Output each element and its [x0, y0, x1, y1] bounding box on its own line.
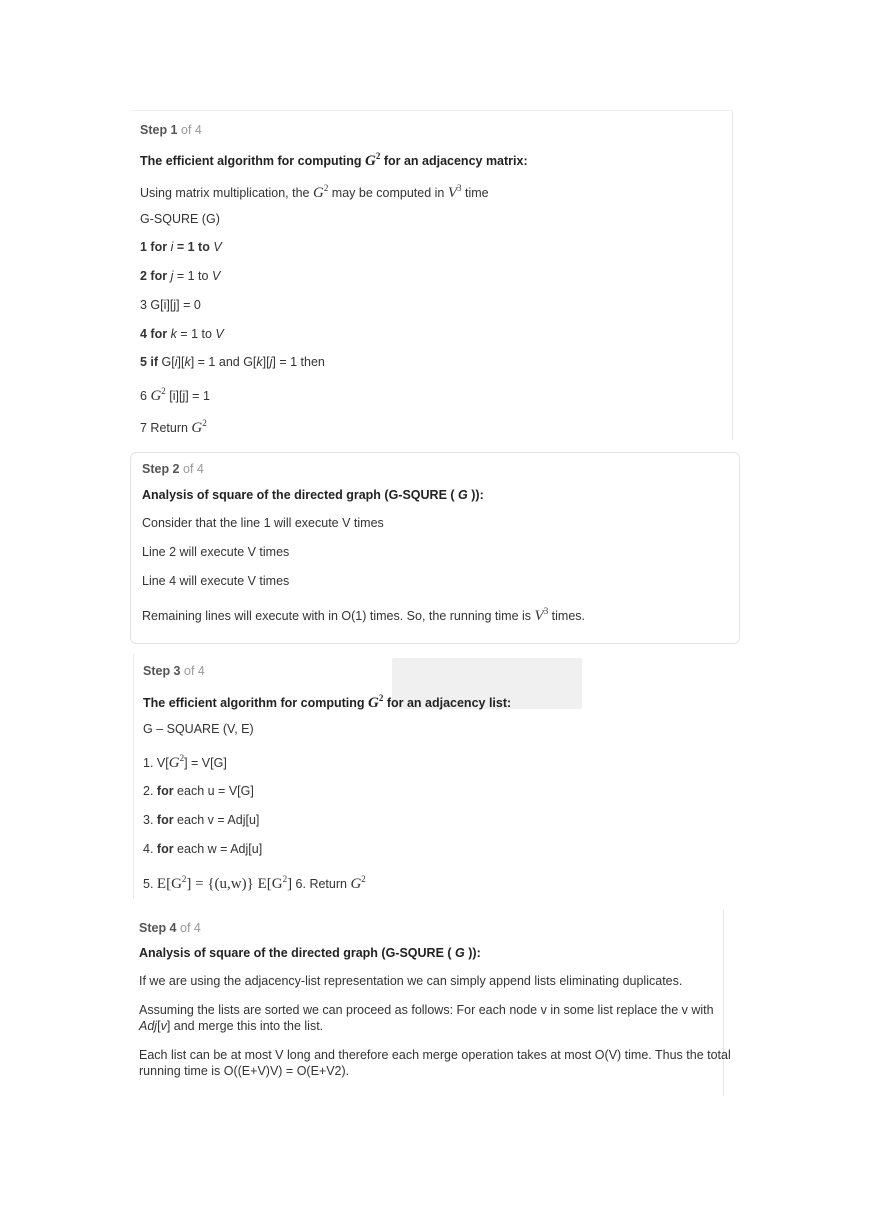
step-3-code-line-5: 5. $E[G^2] = \{(u,w)\}$ $E[G^2]$ 6. Return $G^2$	[143, 874, 366, 892]
step-3-code-line-2: 2. for each u = V[G]	[143, 784, 254, 798]
step-1-code-line-1: 1 for i = 1 to V	[140, 240, 222, 254]
step-2-paragraph-4: Remaining lines will execute with in O(1) times. So, the running time is $V^3$ times.	[142, 606, 586, 624]
step-1-code-line-6: 6 $G^2$ [i][j] = 1	[140, 386, 210, 404]
step-1-code-line-7: 7 Return $G^2$	[140, 418, 207, 436]
step-2-label: Step 2 of 4	[142, 462, 204, 476]
step-4-label: Step 4 of 4	[139, 921, 201, 935]
step-4-paragraph-1: If we are using the adjacency-list representation we can simply append lists eliminating duplicates.	[139, 974, 683, 988]
g-squared-symbol: $G^2$	[365, 151, 381, 169]
step-4-paragraph-2: Assuming the lists are sorted we can proceed as follows: For each node v in some list replace the v with Adj[v] and merge this into the list.	[139, 1003, 714, 1033]
step-1-function-name: G-SQURE (G)	[140, 212, 220, 226]
step-2-paragraph-2: Line 2 will execute V times	[142, 545, 290, 559]
step-1-code-line-3: 3 G[i][j] = 0	[140, 298, 201, 312]
step-2-paragraph-3: Line 4 will execute V times	[142, 574, 290, 588]
step-2-title: Analysis of square of the directed graph (G-SQURE ( G )):	[142, 488, 484, 502]
step-1-title: The efficient algorithm for computing $G^2$ for an adjacency matrix:	[140, 151, 528, 169]
step-4-paragraph-3: Each list can be at most V long and therefore each merge operation takes at most O(V) time. Thus the total running time is O((E+V)V) = O(E+V2).	[139, 1048, 731, 1078]
step-2-paragraph-1: Consider that the line 1 will execute V times	[142, 516, 384, 530]
step-3-code-line-3: 3. for each v = Adj[u]	[143, 813, 260, 827]
step-4-title: Analysis of square of the directed graph (G-SQURE ( G )):	[139, 946, 481, 960]
step-3-function-name: G – SQUARE (V, E)	[143, 722, 254, 736]
step-1-code-line-5: 5 if G[i][k] = 1 and G[k][j] = 1 then	[140, 355, 325, 369]
step-3-code-line-4: 4. for each w = Adj[u]	[143, 842, 263, 856]
step-3-title: The efficient algorithm for computing $G^2$ for an adjacency list:	[143, 693, 512, 711]
step-3-code-line-1: 1. $V[G^2] = V[G]$	[143, 753, 227, 771]
step-1-intro: Using matrix multiplication, the $G^2$ may be computed in $V^3$ time	[140, 183, 489, 201]
step-1-code-line-4: 4 for k = 1 to V	[140, 327, 224, 341]
step-1-code-line-2: 2 for j = 1 to V	[140, 269, 221, 283]
step-3-label: Step 3 of 4	[143, 664, 205, 678]
step-1-label: Step 1 of 4	[140, 123, 202, 137]
